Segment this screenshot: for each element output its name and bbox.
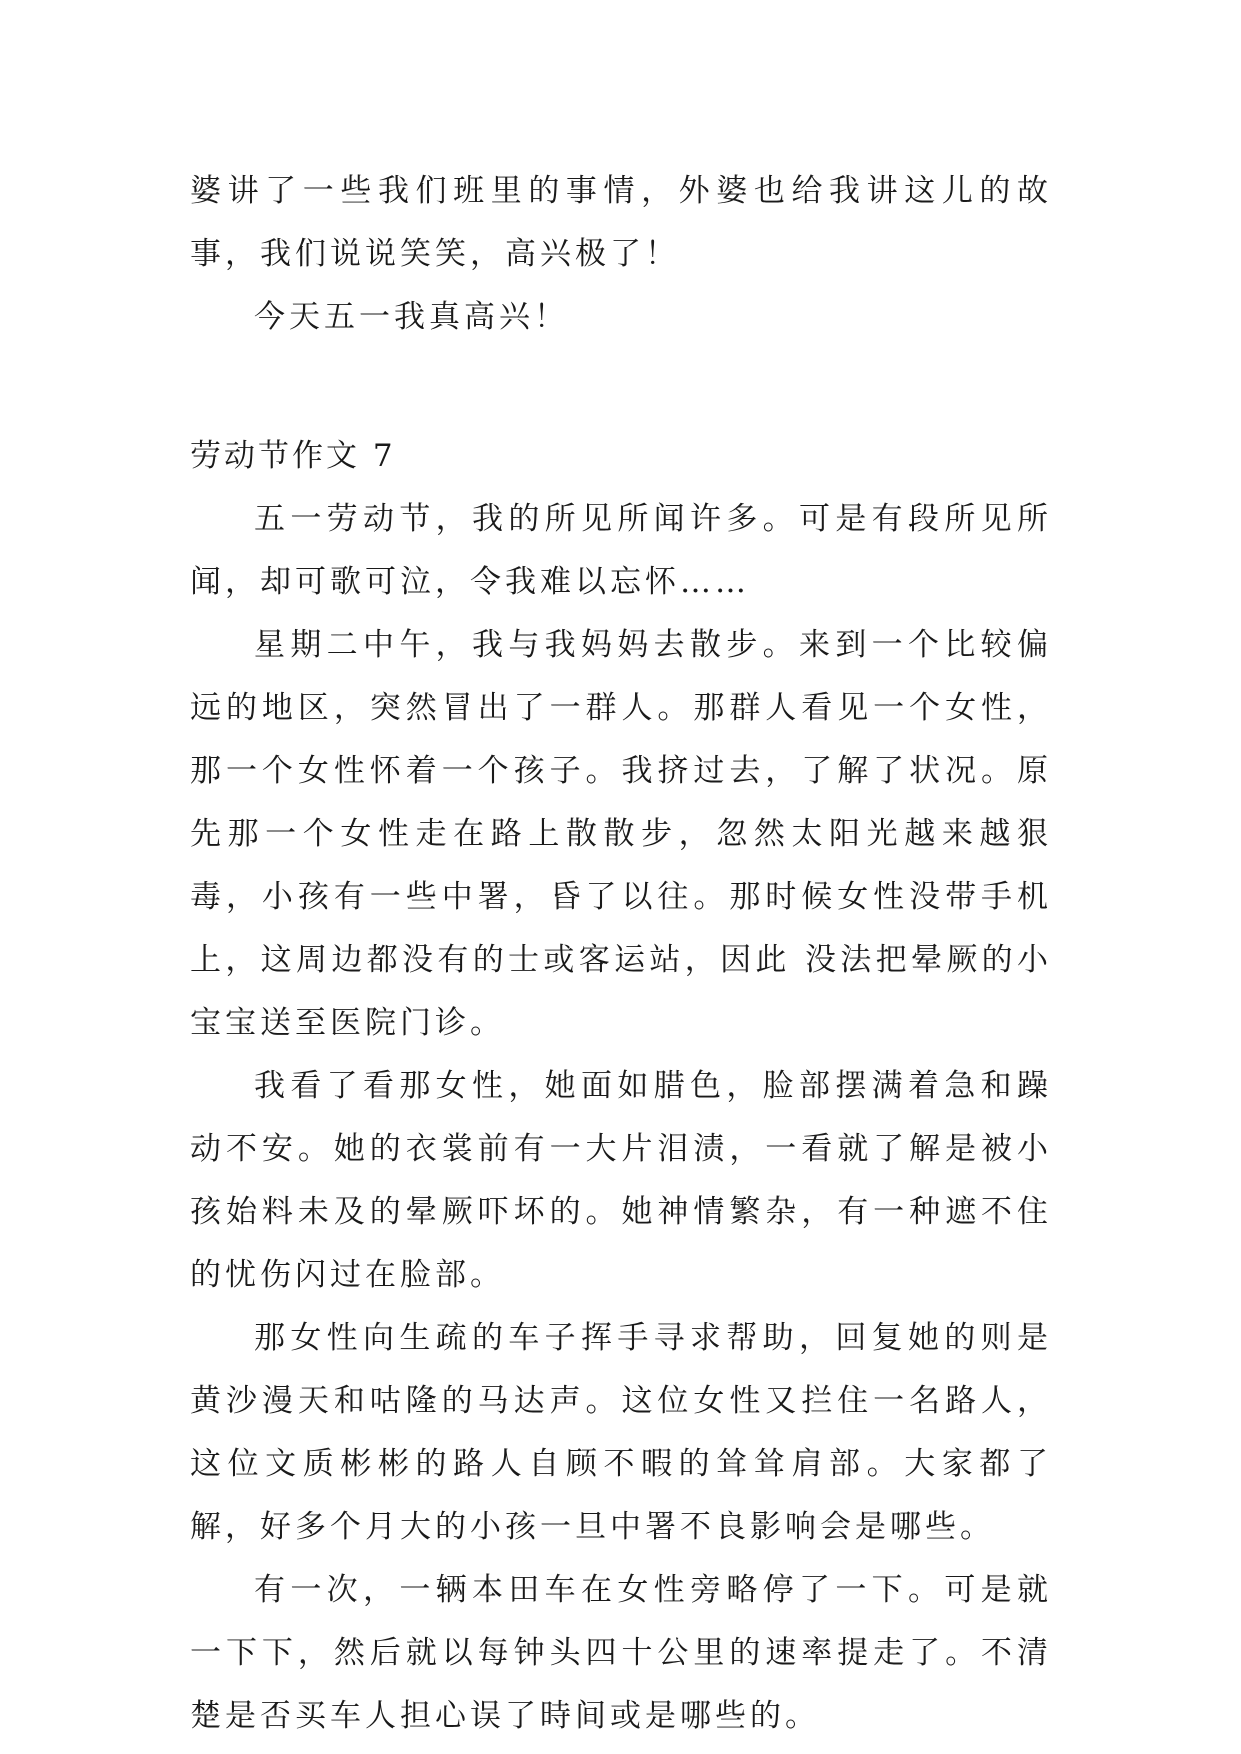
paragraph-4: 那女性向生疏的车子挥手寻求帮助，回复她的则是黄沙漫天和咕隆的马达声。这位女性又拦住一名路人，这位文质彬彬的路人自顾不暇的耸耸肩部。大家都了解，好多个月大的小孩一旦中署不良影响会是哪些。 [190,1320,1052,1545]
paragraph-2: 星期二中午，我与我妈妈去散步。来到一个比较偏远的地区，突然冒出了一群人。那群人看见一个女性，那一个女性怀着一个孩子。我挤过去，了解了状况。原先那一个女性走在路上散散步，忽然太阳光越来越狠毒，小孩有一些中署，昏了以往。那时候女性没带手机上，这周边都没有的士或客运站，因此 没法把晕厥的小宝宝送至医院门诊。 [190,627,1052,1041]
paragraph-5: 有一次，一辆本田车在女性旁略停了一下。可是就一下下，然后就以每钟头四十公里的速率提走了。不清楚是否买车人担心误了時间或是哪些的。 [190,1572,1052,1734]
continued-paragraph: 婆讲了一些我们班里的事情，外婆也给我讲这儿的故事，我们说说笑笑，高兴极了！ [190,173,1052,272]
paragraph-1: 五一劳动节，我的所见所闻许多。可是有段所见所闻，却可歌可泣，令我难以忘怀…… [190,501,1052,600]
paragraph-3: 我看了看那女性，她面如腊色，脸部摆满着急和躁动不安。她的衣裳前有一大片泪渍，一看就了解是被小孩始料未及的晕厥吓坏的。她神情繁杂，有一种遮不住的忧伤闪过在脸部。 [190,1068,1052,1293]
document-body [190,160,1052,1748]
section-title: 劳动节作文 7 [190,438,396,474]
closing-line: 今天五一我真高兴！ [254,299,569,335]
